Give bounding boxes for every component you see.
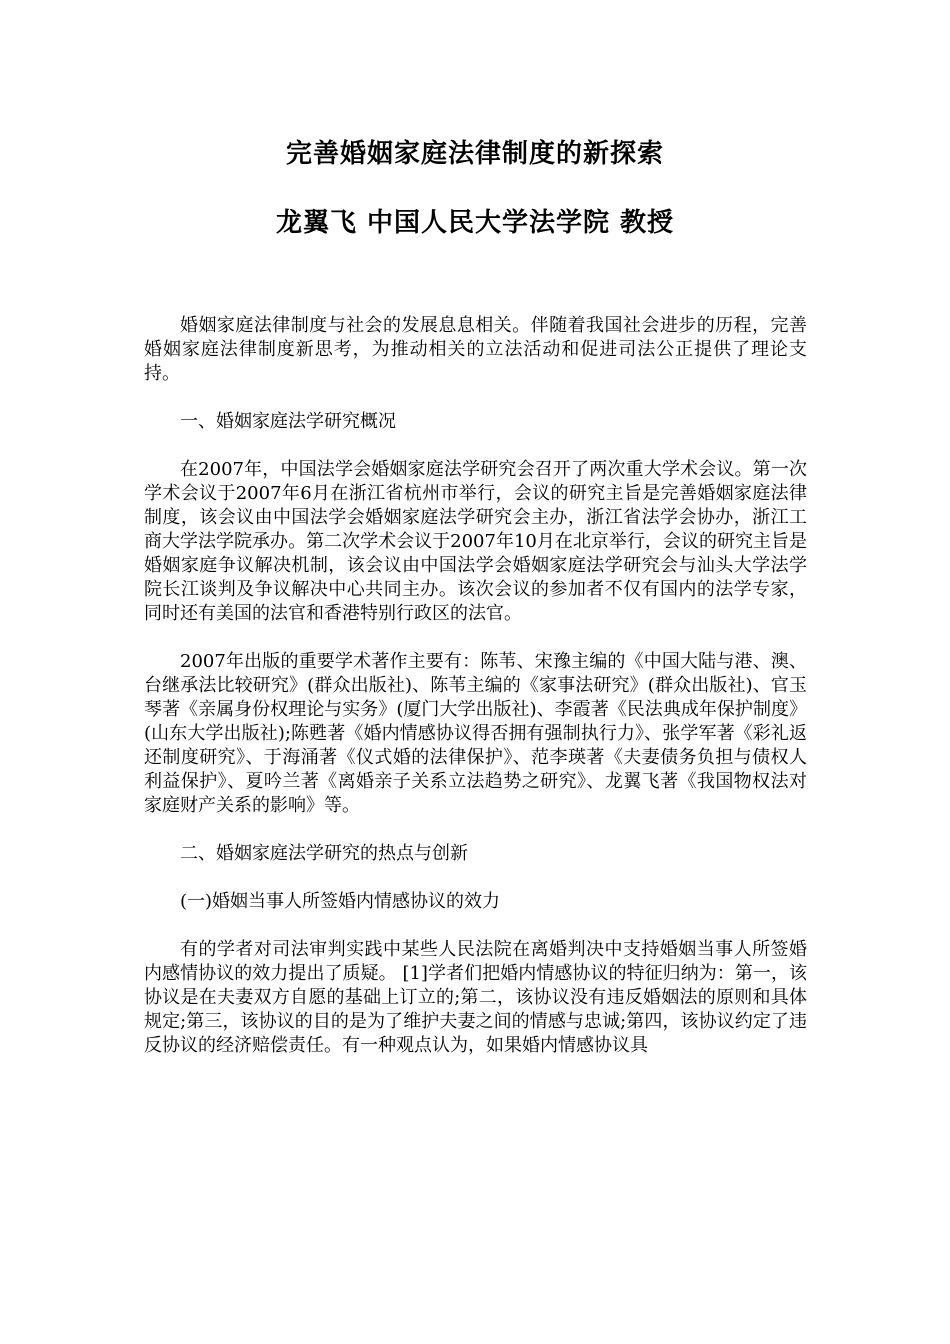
section-heading-1: 一、婚姻家庭法学研究概况	[180, 411, 396, 432]
paragraph-publications: 2007年出版的重要学术著作主要有：陈苇、宋豫主编的《中国大陆与港、澳、台继承法比较研究》(群众出版社)、陈苇主编的《家事法研究》(群众出版社)、官玉琴著《亲属身份权理论与实务》(厦门大学出版社)、李霞著《民法典成年保护制度》(山东大学出版社);陈甦著《婚内情感协议得否拥有强制执行力》、张学军著《彩礼返还制度研究》、于海涌著《仪式婚的法律保护》、范李瑛著《夫妻债务负担与债权人利益保护》、夏吟兰著《离婚亲子关系立法趋势之研究》、龙翼飞著《我国物权法对家庭财产关系的影响》等。	[144, 651, 807, 816]
paragraph-agreement-effect: 有的学者对司法审判实践中某些人民法院在离婚判决中支持婚姻当事人所签婚内感情协议的效力提出了质疑。 [1]学者们把婚内情感协议的特征归纳为：第一，该协议是在夫妻双方自愿的基础上订立的;第二，该协议没有违反婚姻法的原则和具体规定;第三，该协议的目的是为了维护夫妻之间的情感与忠诚;第四，该协议约定了违反协议的经济赔偿责任。有一种观点认为，如果婚内情感协议具	[144, 939, 807, 1056]
document-title: 完善婚姻家庭法律制度的新探索	[285, 139, 664, 169]
section-heading-2: 二、婚姻家庭法学研究的热点与创新	[180, 843, 468, 864]
subsection-heading-1: (一)婚姻当事人所签婚内情感协议的效力	[180, 891, 501, 912]
document-body	[144, 314, 807, 1082]
paragraph-intro: 婚姻家庭法律制度与社会的发展息息相关。伴随着我国社会进步的历程，完善婚姻家庭法律制度新思考，为推动相关的立法活动和促进司法公正提供了理论支持。	[144, 315, 807, 384]
paragraph-conferences: 在2007年，中国法学会婚姻家庭法学研究会召开了两次重大学术会议。第一次学术会议于2007年6月在浙江省杭州市举行，会议的研究主旨是完善婚姻家庭法律制度，该会议由中国法学会婚姻家庭法学研究会主办，浙江省法学会协办，浙江工商大学法学院承办。第二次学术会议于2007年10月在北京举行，会议的研究主旨是婚姻家庭争议解决机制，该会议由中国法学会婚姻家庭法学研究会与汕头大学法学院长江谈判及争议解决中心共同主办。该次会议的参加者不仅有国内的法学专家，同时还有美国的法官和香港特别行政区的法官。	[144, 459, 807, 624]
author-line: 龙翼飞 中国人民大学法学院 教授	[275, 208, 675, 238]
